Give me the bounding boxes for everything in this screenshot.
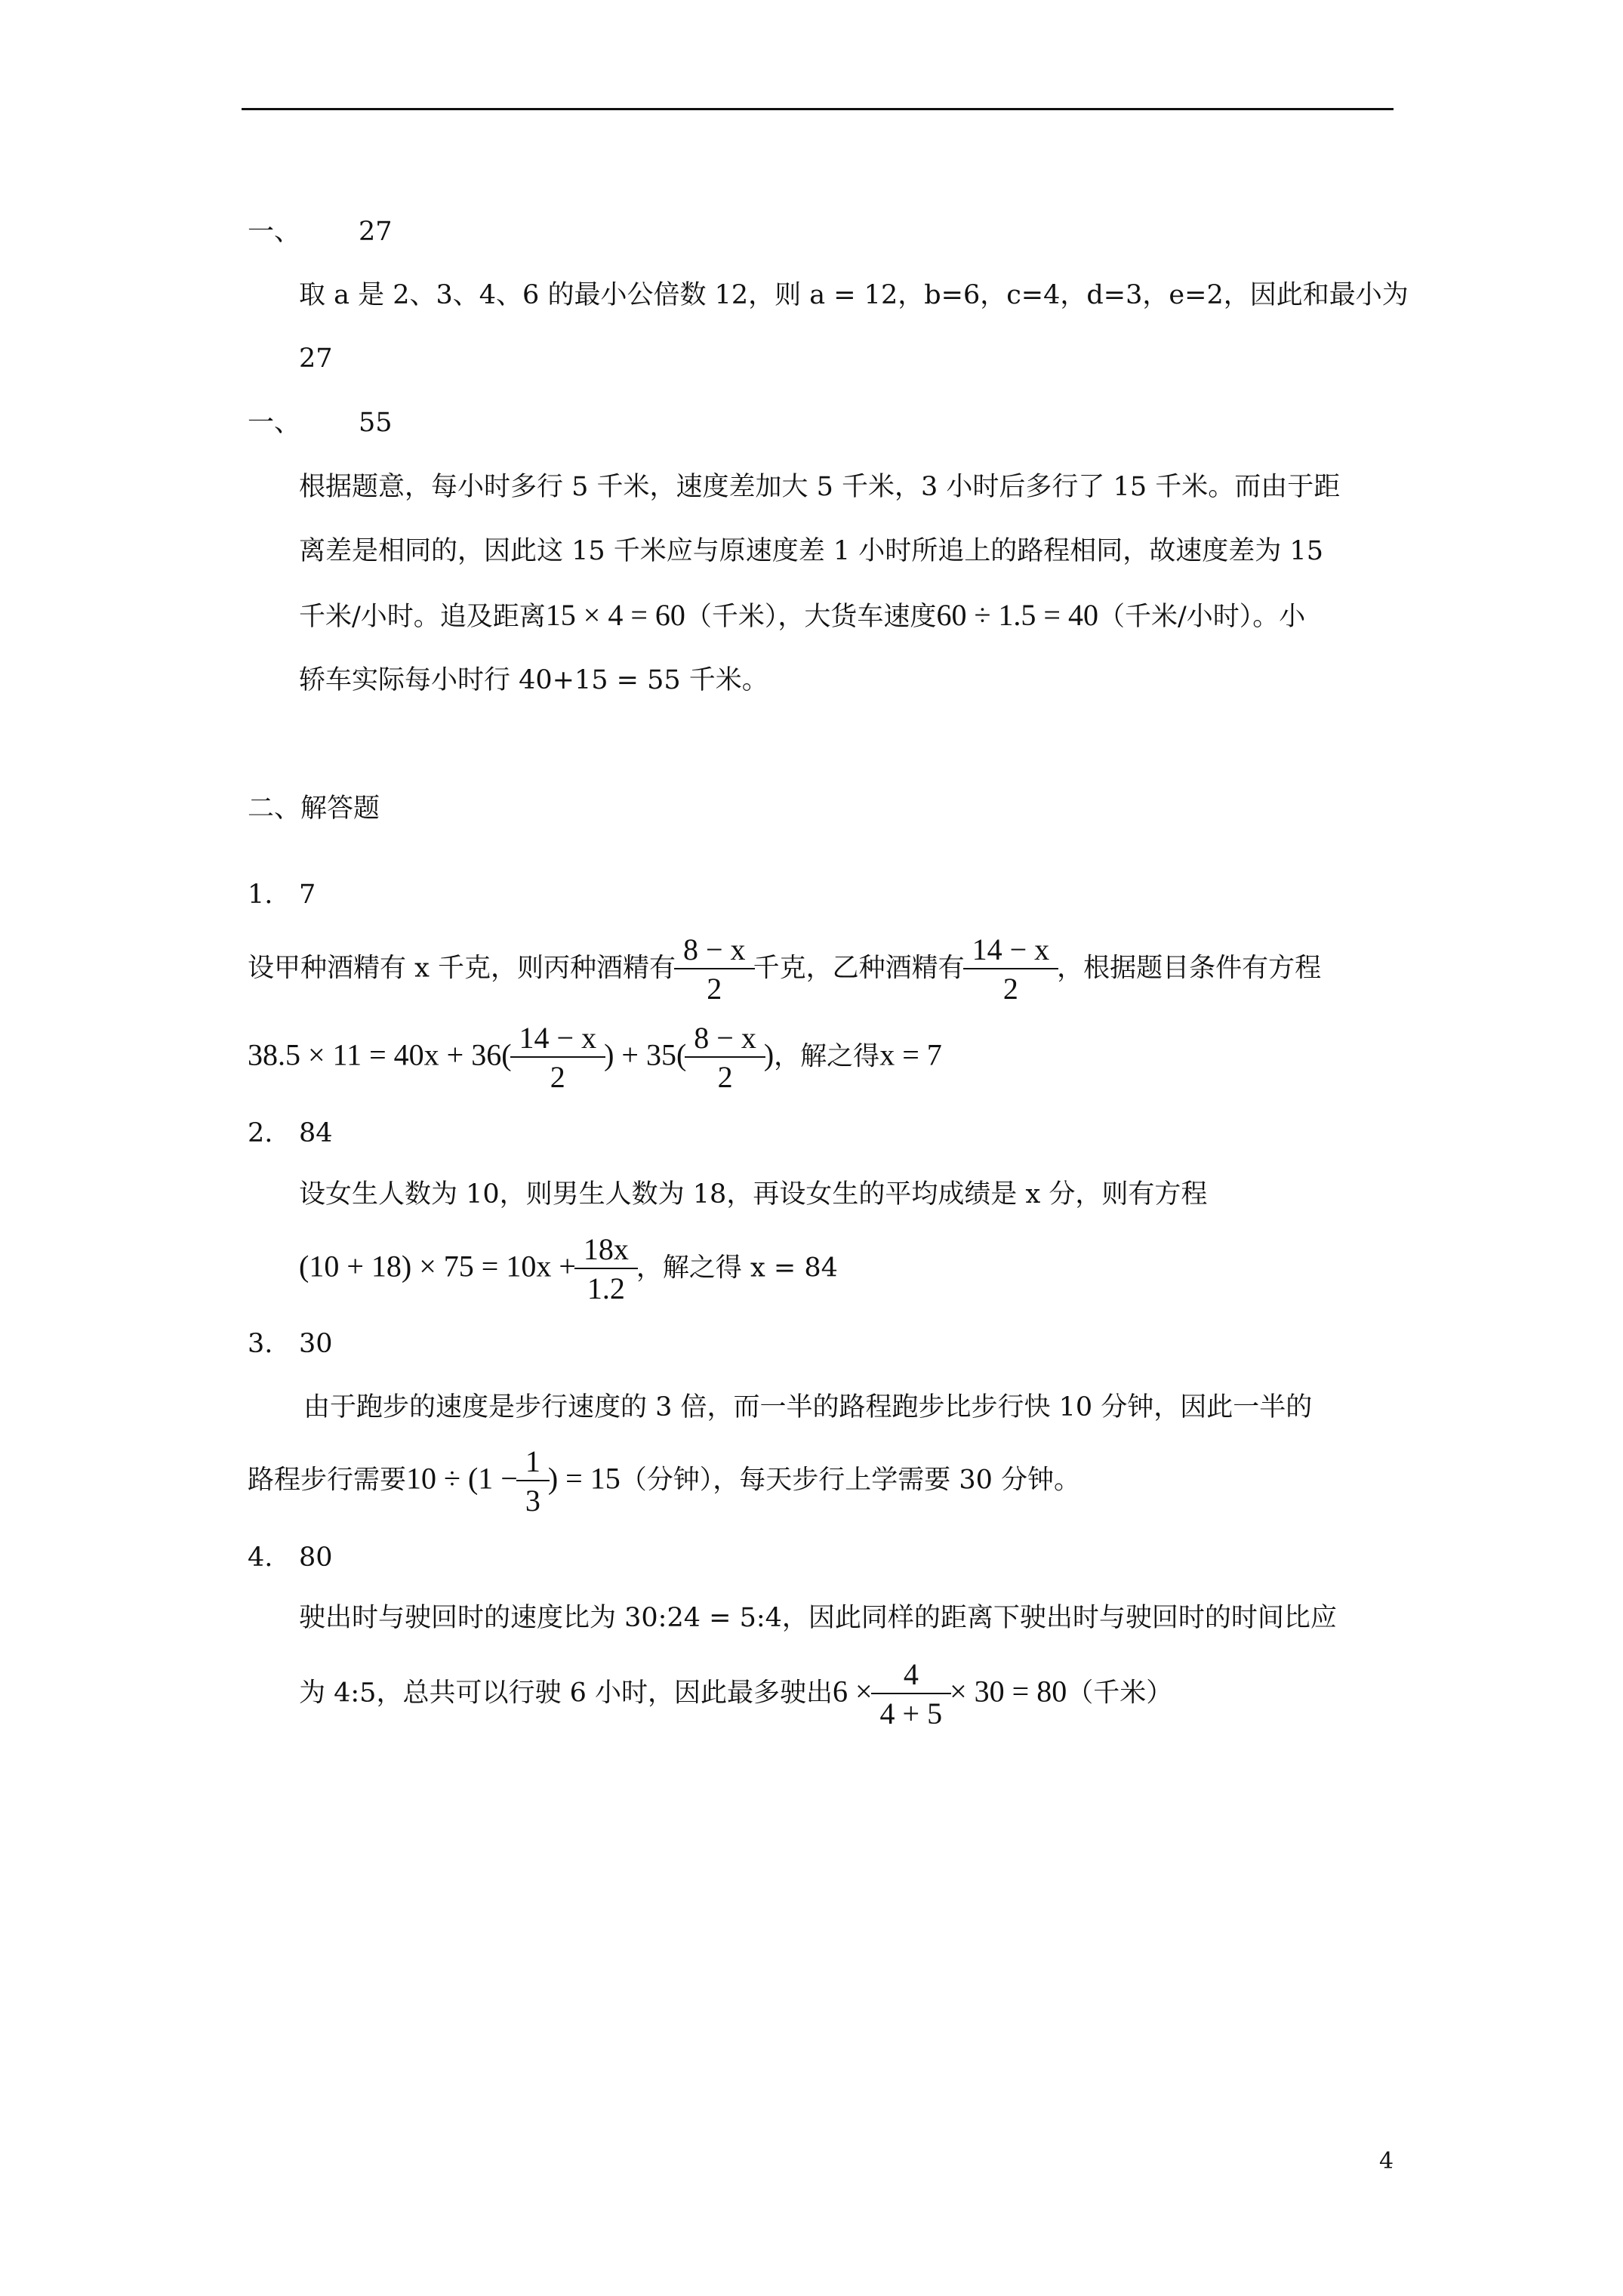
q2-line1: 设女生人数为 10，则男生人数为 18，再设女生的平均成绩是 x 分，则有方程: [299, 1179, 1208, 1210]
item-b-line1: 根据题意，每小时多行 5 千米，速度差加大 5 千米，3 小时后多行了 15 千米。而由于距: [299, 472, 1341, 502]
item-b-line4: 轿车实际每小时行 40+15 = 55 千米。: [299, 665, 768, 695]
fraction: $\frac{18x}{1.2}$: [579, 1234, 633, 1304]
header-rule: [242, 108, 1394, 110]
item-b-line3: 千米/小时。追及距离15 × 4 = 60（千米），大货车速度60 ÷ 1.5 = 40（千米/小时）。小: [299, 598, 1306, 632]
q1-number: 1.: [248, 880, 273, 910]
fraction: $\frac{8 - x}{2}$: [689, 1023, 761, 1093]
section2-heading: 二、解答题: [248, 794, 380, 824]
fraction: $\frac{8 - x}{2}$: [679, 935, 750, 1004]
fraction: $\frac{4}{4 + 5}$: [876, 1660, 947, 1729]
item-b-answer: 55: [359, 408, 393, 438]
q3-answer: 30: [299, 1329, 333, 1359]
q4-number: 4.: [248, 1542, 273, 1573]
q4-answer: 80: [299, 1542, 333, 1573]
fraction: $\frac{14 - x}{2}$: [515, 1023, 602, 1093]
item-a-answer: 27: [359, 217, 393, 247]
page-number: 4: [1379, 2148, 1394, 2174]
item-a-line2: 27: [299, 344, 333, 374]
q2-answer: 84: [299, 1118, 333, 1148]
distance-formula: 15 × 4 = 60: [545, 598, 685, 632]
speed-formula: 60 ÷ 1.5 = 40: [936, 598, 1098, 632]
q1-line1: 设甲种酒精有 x 千克，则丙种酒精有 $\frac{8 - x}{2}$ 千克，乙种酒精有 $\frac{14 - x}{2}$ ，根据题目条件有方程: [248, 932, 1322, 1006]
item-b-line2: 离差是相同的，因此这 15 千米应与原速度差 1 小时所追上的路程相同，故速度差为 15: [299, 536, 1323, 566]
q3-number: 3.: [248, 1329, 273, 1359]
item-a-line1: 取 a 是 2、3、4、6 的最小公倍数 12，则 a = 12，b=6，c=4，d=3，e=2，因此和最小为: [299, 280, 1409, 310]
q4-line2: 为 4:5，总共可以行驶 6 小时，因此最多驶出6 × $\frac{4}{4 + 5}$ × 30 = 80（千米）: [299, 1657, 1173, 1730]
q4-line1: 驶出时与驶回时的速度比为 30:24 = 5:4，因此同样的距离下驶出时与驶回时的时间比应: [299, 1603, 1337, 1633]
q2-number: 2.: [248, 1118, 273, 1148]
item-b-marker: 一、: [248, 408, 301, 438]
q2-equation: (10 + 18) × 75 = 10x + $\frac{18x}{1.2}$ ，解之得 x = 84: [299, 1232, 838, 1305]
fraction: $\frac{1}{3}$: [521, 1447, 545, 1516]
fraction: $\frac{14 - x}{2}$: [968, 935, 1055, 1004]
item-a-marker: 一、: [248, 217, 301, 247]
q1-equation: 38.5 × 11 = 40x + 36( $\frac{14 - x}{2}$ ) + 35( $\frac{8 - x}{2}$ )，解之得x = 7: [248, 1021, 942, 1094]
q3-line2: 路程步行需要10 ÷ (1 − $\frac{1}{3}$ ) = 15（分钟），每天步行上学需要 30 分钟。: [248, 1444, 1081, 1518]
q1-answer: 7: [299, 880, 316, 910]
q3-line1: 由于跑步的速度是步行速度的 3 倍，而一半的路程跑步比步行快 10 分钟，因此一半的: [303, 1392, 1313, 1422]
